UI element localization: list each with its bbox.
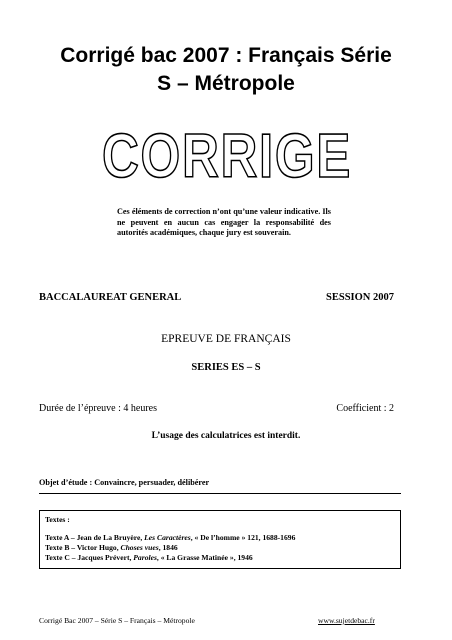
corrige-stamp [98,122,356,191]
divider [39,493,401,494]
title-line-1: Corrigé bac 2007 : Français Série [60,44,392,67]
footer-caption: Corrigé Bac 2007 – Série S – Français – Métropole [39,616,195,625]
work-title: Paroles [133,553,157,562]
duration-label: Durée de l’épreuve : 4 heures [39,403,157,414]
series-label: SERIES ES – S [191,362,261,373]
stamp-text: CORRIGE [102,122,352,191]
work-title: Les Caractères [144,533,191,542]
correction-notice: Ces éléments de correction n’ont qu’une valeur indicative. Ils ne peuvent en aucun cas engager la responsabilité des autorités académiques, chaque jury est souverain. [117,207,331,237]
session-label: SESSION 2007 [326,292,394,303]
footer-link[interactable]: www.sujetdebac.fr [318,616,375,625]
baccalaureat-label: BACCALAUREAT GENERAL [39,292,182,303]
textes-heading: Textes : [45,515,70,524]
coefficient-label: Coefficient : 2 [336,403,394,414]
texte-item: Texte A – Jean de La Bruyère, Les Caractères, « De l’homme » 121, 1688-1696 [45,533,296,542]
textes-box [39,510,401,569]
exam-header-row [39,292,394,303]
objet-etude: Objet d’étude : Convaincre, persuader, délibérer [39,478,210,487]
epreuve-title: EPREUVE DE FRANÇAIS [161,333,291,345]
texte-item: Texte B – Victor Hugo, Choses vues, 1846 [45,543,178,552]
duration-row [39,403,394,414]
calculator-notice: L’usage des calculatrices est interdit. [151,431,301,441]
title-line-2: S – Métropole [157,72,295,95]
document-title [0,42,452,98]
work-title: Choses vues [120,543,159,552]
texte-item: Texte C – Jacques Prévert, Paroles, « La Grasse Matinée », 1946 [45,553,253,562]
